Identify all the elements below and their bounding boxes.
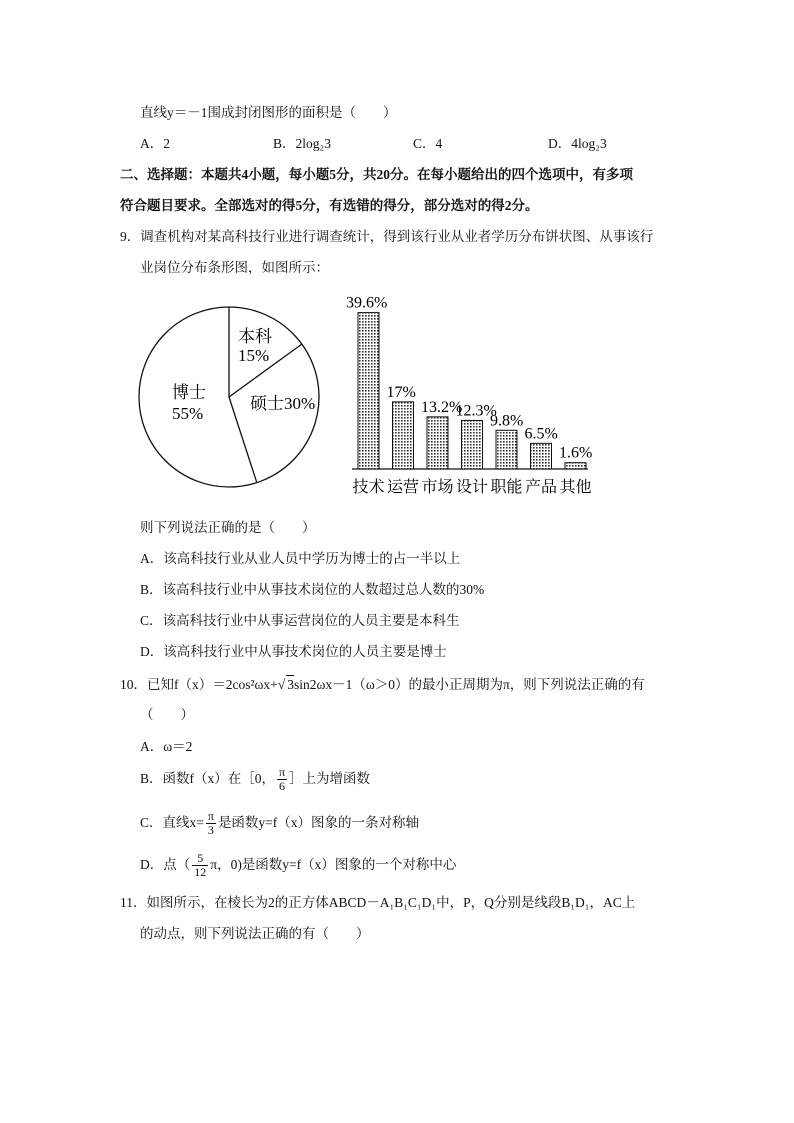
q10-func: f（x）＝2cos²ωx+ — [174, 677, 278, 692]
q11-stem-line2: 的动点，则下列说法正确的有（ ） — [140, 926, 370, 941]
bar-category-label: 设计 — [456, 479, 489, 496]
bar-其他 — [565, 463, 586, 469]
q10-option-d-num: 5 — [192, 852, 208, 866]
bar-产品 — [531, 443, 552, 469]
q9-prompt: 则下列说法正确的是（ ） — [140, 520, 316, 535]
q10-option-d-pre: D．点（ — [140, 857, 191, 872]
q10-option-b-den: 6 — [279, 779, 286, 794]
bar-value-label: 9.8% — [490, 412, 524, 430]
bar-技术 — [358, 313, 379, 469]
q10-option-c-post: 是函数y=f（x）图象的一条对称轴 — [217, 815, 420, 830]
q9-option-d: D．该高科技行业中从事技术岗位的人员主要是博士 — [140, 644, 447, 659]
pie-pct-phd: 55% — [172, 404, 204, 423]
q10-option-d-post: π，0)是函数y=f（x）图象的一个对称中心 — [210, 857, 457, 872]
q9-option-b: B．该高科技行业中从事技术岗位的人数超过总人数的30% — [140, 582, 485, 597]
q10-option-b-post: ］上为增函数 — [289, 771, 371, 786]
bar-category-label: 职能 — [490, 479, 523, 496]
q10-option-d — [140, 850, 456, 880]
q8-option-a: A．2 — [140, 136, 170, 151]
q9-option-c: C．该高科技行业中从事运营岗位的人员主要是本科生 — [140, 613, 460, 628]
q8-option-d: D．4log₂3 — [548, 136, 607, 151]
pie-chart — [136, 304, 326, 490]
pie-label-phd: 博士 — [172, 383, 206, 402]
q10-option-c-pre: C．直线x= — [140, 815, 204, 830]
q8-stem: 直线y＝－1围成封闭图形的面积是（ ） — [140, 105, 397, 120]
q9-stem-line2: 业岗位分布条形图，如图所示： — [140, 260, 329, 275]
bar-category-label: 市场 — [421, 479, 454, 496]
bar-category-label: 运营 — [387, 479, 420, 496]
pie-label-master: 硕士 — [250, 394, 284, 413]
section2-line1: 二、选择题：本题共4小题，每小题5分，共20分。在每小题给出的四个选项中，有多项 — [120, 167, 633, 182]
q10-option-a: A．ω＝2 — [140, 739, 193, 754]
q10-option-b-pre: B．函数f（x）在［0， — [140, 771, 275, 786]
bar-value-label: 1.6% — [559, 444, 593, 462]
bar-value-label: 17% — [386, 383, 416, 401]
q10-stem — [120, 675, 645, 694]
bar-value-label: 39.6% — [346, 294, 388, 312]
q10-option-b-frac — [277, 766, 287, 793]
q8-option-c: C．4 — [413, 136, 443, 151]
q10-option-c — [140, 808, 419, 838]
bar-value-label: 13.2% — [421, 398, 463, 416]
pie-pct-master: 30% — [284, 394, 316, 413]
q10-option-c-num: π — [207, 809, 214, 824]
q10-rest: sin2ωx－1（ω＞0）的最小正周期为π，则下列说法正确的有 — [293, 677, 645, 692]
q10-prefix: 10．已知 — [120, 677, 174, 692]
q9-option-a: A．该高科技行业从业人员中学历为博士的占一半以上 — [140, 551, 461, 566]
bar-value-label: 6.5% — [524, 425, 558, 443]
pie-label-bachelor: 本科 — [238, 327, 272, 346]
bar-chart — [338, 288, 608, 500]
pie-pct-bachelor: 15% — [238, 346, 270, 365]
q10-option-b — [140, 764, 370, 794]
bar-category-label: 产品 — [525, 479, 558, 496]
q10-root: 3 — [287, 677, 294, 692]
q10-paren: （ ） — [140, 707, 194, 722]
q10-option-d-frac — [192, 852, 208, 879]
q10-option-c-den: 3 — [207, 823, 214, 838]
q10-option-b-num: π — [279, 765, 286, 780]
section2-line2: 符合题目要求。全部选对的得5分，有选错的得分，部分选对的得2分。 — [120, 198, 539, 213]
bar-运营 — [393, 402, 414, 469]
bar-value-label: 12.3% — [455, 402, 497, 420]
q11-stem-line1: 11．如图所示，在棱长为2的正方体ABCD－A₁B₁C₁D₁中，P，Q分别是线段B₁D₁，AC上 — [120, 895, 636, 910]
bar-category-label: 技术 — [352, 479, 385, 496]
bar-category-label: 其他 — [559, 479, 592, 496]
sqrt-symbol: √ — [277, 677, 286, 692]
q10-option-c-frac — [206, 810, 216, 837]
bar-市场 — [427, 417, 448, 469]
q9-stem-line1: 9．调查机构对某高科技行业进行调查统计，得到该行业从业者学历分布饼状图、从事该行 — [120, 229, 654, 244]
bar-职能 — [496, 430, 517, 469]
q8-option-b: B．2log₂3 — [273, 136, 331, 151]
bar-设计 — [462, 420, 483, 469]
q10-option-d-den: 12 — [194, 865, 207, 880]
